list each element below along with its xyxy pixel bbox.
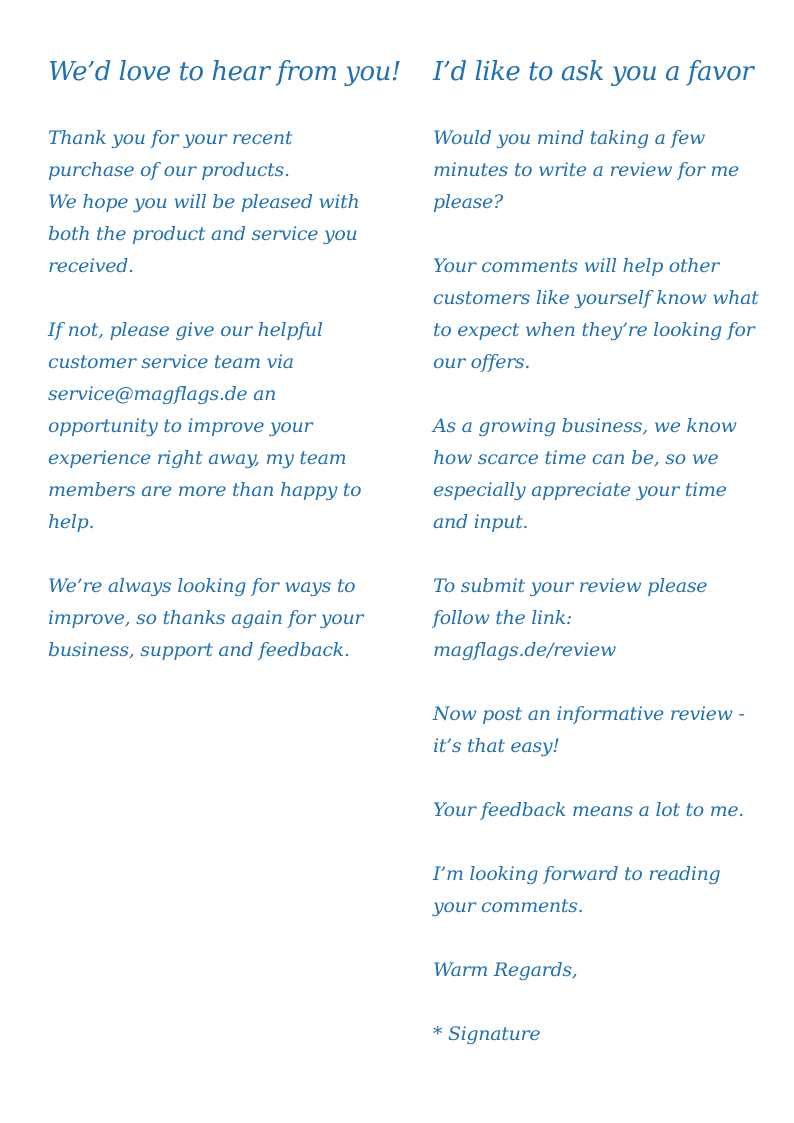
signature <box>433 1018 540 1050</box>
text-line: help. <box>48 511 95 533</box>
text-line: especially appreciate your time <box>433 479 727 501</box>
text-line: Your feedback means a lot to me. <box>433 799 745 821</box>
looking-forward-paragraph <box>433 858 720 922</box>
text-line: * Signature <box>433 1023 541 1045</box>
text-line: please? <box>433 191 503 213</box>
text-line: received. <box>48 255 134 277</box>
comments-help-paragraph <box>433 250 758 378</box>
text-line: follow the link: <box>433 607 573 629</box>
text-line: We’re always looking for ways to <box>48 575 356 597</box>
left-column <box>48 52 401 661</box>
text-line: Would you mind taking a few <box>433 127 705 149</box>
text-line: To submit your review please <box>433 575 708 597</box>
text-line: to expect when they’re looking for <box>433 319 755 341</box>
text-line: customers like yourself know what <box>433 287 759 309</box>
text-line: Warm Regards, <box>433 959 578 981</box>
right-heading: I’d like to ask you a favor <box>433 57 754 87</box>
text-line: business, support and feedback. <box>48 639 350 661</box>
text-line: how scarce time can be, so we <box>433 447 719 469</box>
text-line: If not, please give our helpful <box>48 319 323 341</box>
text-line: opportunity to improve your <box>48 415 313 437</box>
customer-service-paragraph <box>48 314 361 538</box>
text-line: experience right away, my team <box>48 447 347 469</box>
left-heading: We’d love to hear from you! <box>48 57 401 87</box>
text-line: and input. <box>433 511 529 533</box>
text-line: minutes to write a review for me <box>433 159 739 181</box>
post-review-paragraph <box>433 698 744 762</box>
text-line: our offers. <box>433 351 531 373</box>
review-request-paragraph <box>433 122 739 218</box>
text-line: Now post an informative review - <box>433 703 745 725</box>
submit-review-paragraph <box>433 570 707 666</box>
text-line: customer service team via <box>48 351 294 373</box>
review-link: magflags.de/review <box>433 639 616 661</box>
thank-you-paragraph <box>48 122 359 282</box>
growing-business-paragraph <box>433 410 737 538</box>
text-line: As a growing business, we know <box>433 415 737 437</box>
text-line: We hope you will be pleased with <box>48 191 360 213</box>
service-email-line: service@magflags.de an <box>48 383 277 405</box>
text-line: members are more than happy to <box>48 479 362 501</box>
text-line: purchase of our products. <box>48 159 290 181</box>
text-line: I’m looking forward to reading <box>433 863 721 885</box>
right-column <box>433 52 768 1045</box>
improve-paragraph <box>48 570 363 666</box>
text-line: Thank you for your recent <box>48 127 293 149</box>
closing-salutation <box>433 954 578 986</box>
text-line: your comments. <box>433 895 584 917</box>
text-line: Your comments will help other <box>433 255 719 277</box>
text-line: it’s that easy! <box>433 735 560 757</box>
feedback-paragraph <box>433 794 744 826</box>
text-line: improve, so thanks again for your <box>48 607 364 629</box>
text-line: both the product and service you <box>48 223 358 245</box>
